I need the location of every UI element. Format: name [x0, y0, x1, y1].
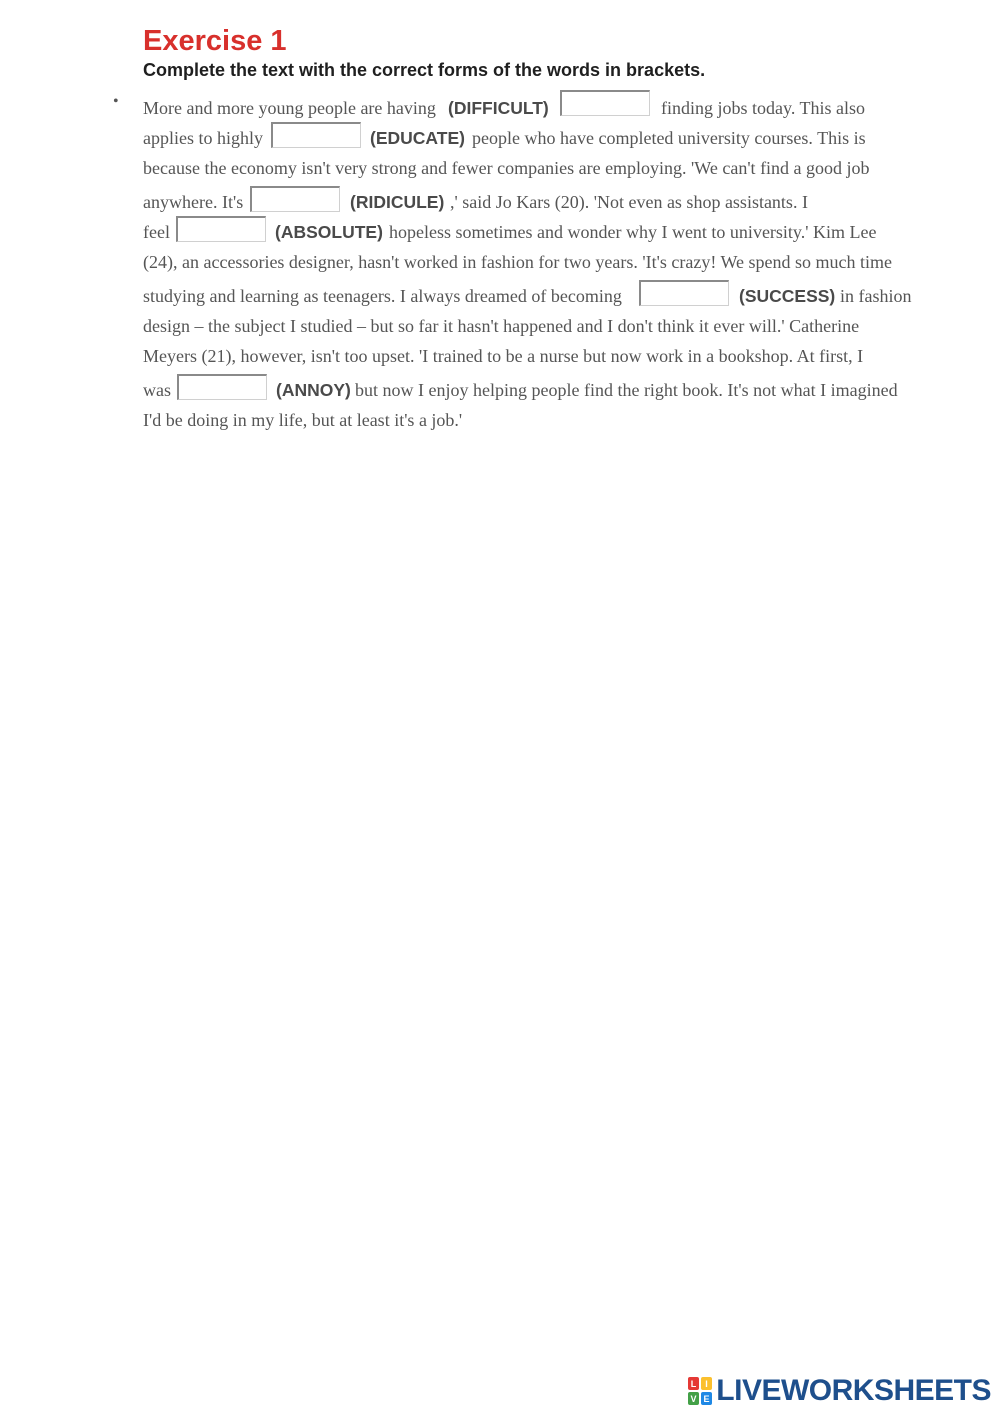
keyword-ridicule: (RIDICULE) [350, 192, 445, 212]
liveworksheets-logo-icon [688, 1377, 712, 1405]
passage-text: (24), an accessories designer, hasn't worked in fashion for two years. 'It's crazy! We spend so much time [143, 252, 893, 272]
passage-text: anywhere. It's [143, 192, 244, 212]
passage-text: ,' said Jo Kars (20). 'Not even as shop assistants. I [450, 192, 808, 212]
passage-text: applies to highly [143, 128, 263, 148]
passage-text: hopeless sometimes and wonder why I went to university.' Kim Lee [389, 222, 877, 242]
gap-input-2[interactable] [271, 122, 361, 148]
passage-line [143, 88, 927, 122]
gap-input-1[interactable] [560, 90, 650, 116]
passage-line [143, 404, 927, 434]
svg-text:E: E [703, 1394, 710, 1404]
gap-input-6[interactable] [177, 374, 267, 400]
svg-text:L: L [691, 1379, 697, 1389]
passage-line [143, 216, 927, 246]
logo-brand-text: LIVEWORKSHEETS [716, 1374, 991, 1407]
passage-text: feel [143, 222, 170, 242]
passage-text: because the economy isn't very strong and fewer companies are employing. 'We can't find a good job [143, 158, 870, 178]
passage-text: studying and learning as teenagers. I always dreamed of becoming [143, 286, 622, 306]
gap-input-5[interactable] [639, 280, 729, 306]
svg-text:V: V [690, 1394, 697, 1404]
svg-text:I: I [705, 1379, 709, 1389]
passage-text: I'd be doing in my life, but at least it's a job.' [143, 410, 463, 430]
passage-line [143, 246, 927, 276]
exercise-title: Exercise 1 [143, 25, 287, 57]
keyword-educate: (EDUCATE) [370, 128, 465, 148]
passage-line [143, 122, 927, 152]
passage-text: finding jobs today. This also [661, 98, 865, 118]
passage-line [143, 310, 927, 340]
passage-text: design – the subject I studied – but so far it hasn't happened and I don't think it ever will.' Catherine [143, 316, 860, 336]
liveworksheets-logo[interactable] [688, 1373, 991, 1409]
gap-input-3[interactable] [250, 186, 340, 212]
passage-text: in fashion [840, 286, 912, 306]
passage-text: was [143, 380, 171, 400]
passage-text: but now I enjoy helping people find the right book. It's not what I imagined [355, 380, 898, 400]
passage-line [143, 370, 927, 404]
passage-line [143, 152, 927, 182]
list-bullet: • [113, 93, 119, 110]
keyword-difficult: (DIFFICULT) [448, 98, 549, 118]
passage-line [143, 340, 927, 370]
passage-text: More and more young people are having [143, 98, 436, 118]
gap-input-4[interactable] [176, 216, 266, 242]
passage-text: Meyers (21), however, isn't too upset. 'I trained to be a nurse but now work in a bookshop. At first, I [143, 346, 864, 366]
keyword-annoy: (ANNOY) [276, 380, 351, 400]
passage-line [143, 182, 927, 216]
passage-text: people who have completed university courses. This is [472, 128, 866, 148]
keyword-success: (SUCCESS) [739, 286, 836, 306]
exercise-passage [143, 88, 927, 434]
exercise-instruction: Complete the text with the correct forms of the words in brackets. [143, 60, 706, 80]
keyword-absolute: (ABSOLUTE) [275, 222, 383, 242]
passage-line [143, 276, 927, 310]
